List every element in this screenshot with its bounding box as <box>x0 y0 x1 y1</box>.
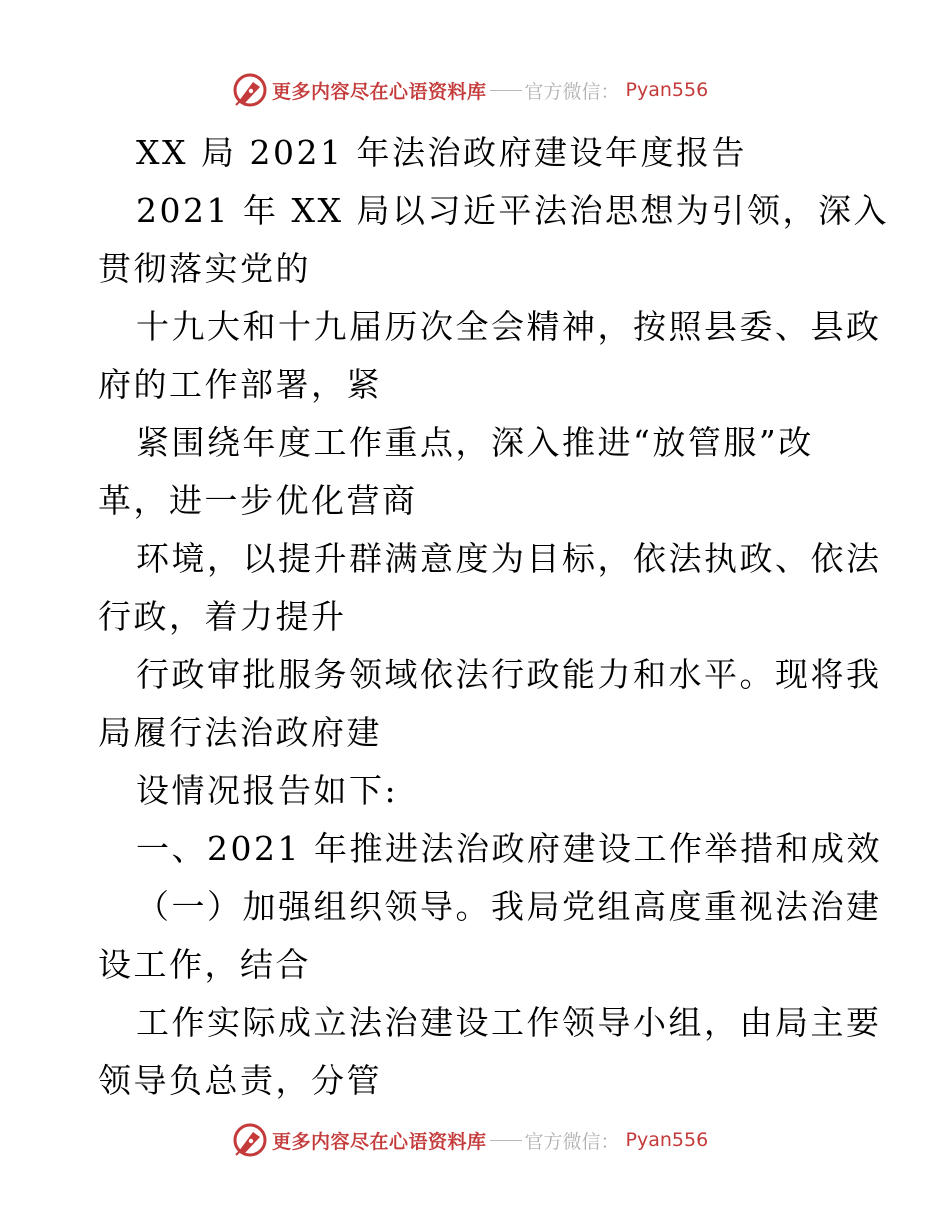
paragraph-line: 革，进一步优化营商 <box>98 481 418 520</box>
paragraph-line: 设工作，结合 <box>98 945 311 984</box>
banner-slogan: 更多内容尽在心语资料库 <box>272 80 487 103</box>
banner-wechat-id: Pyan556 <box>625 1129 709 1151</box>
banner-slogan: 更多内容尽在心语资料库 <box>272 1130 487 1153</box>
paragraph-line: 领导负总责，分管 <box>98 1061 382 1100</box>
paragraph-line: 贯彻落实党的 <box>98 249 311 288</box>
header-banner <box>230 70 730 110</box>
paragraph-line: 行政，着力提升 <box>98 597 347 636</box>
paragraph-line: 府的工作部署，紧 <box>98 365 382 404</box>
banner-separator <box>490 1140 522 1141</box>
footer-banner <box>230 1120 730 1160</box>
section-heading: 一、2021 年推进法治政府建设工作举措和成效 <box>136 829 882 868</box>
paragraph-line: 工作实际成立法治建设工作领导小组，由局主要 <box>136 1003 882 1042</box>
paragraph-line: 行政审批服务领域依法行政能力和水平。现将我 <box>136 655 882 694</box>
paragraph-line: 2021 年 XX 局以习近平法治思想为引领，深入 <box>136 191 889 230</box>
paragraph-line: 十九大和十九届历次全会精神，按照县委、县政 <box>136 307 882 346</box>
banner-wechat-label: 官方微信： <box>524 1130 620 1153</box>
banner-separator <box>490 90 522 91</box>
pen-nib-logo-icon <box>230 1120 270 1160</box>
paragraph-line: 环境，以提升群满意度为目标，依法执政、依法 <box>136 539 882 578</box>
pen-nib-logo-icon <box>230 70 270 110</box>
banner-wechat-label: 官方微信： <box>524 80 620 103</box>
paragraph-line: 局履行法治政府建 <box>98 713 382 752</box>
subsection-line: （一）加强组织领导。我局党组高度重视法治建 <box>136 887 882 926</box>
banner-wechat-id: Pyan556 <box>625 79 709 101</box>
paragraph-line: 紧围绕年度工作重点，深入推进“放管服”改 <box>136 423 814 462</box>
document-body <box>98 124 889 1110</box>
document-title: XX 局 2021 年法治政府建设年度报告 <box>136 133 747 172</box>
paragraph-line: 设情况报告如下: <box>136 771 399 810</box>
